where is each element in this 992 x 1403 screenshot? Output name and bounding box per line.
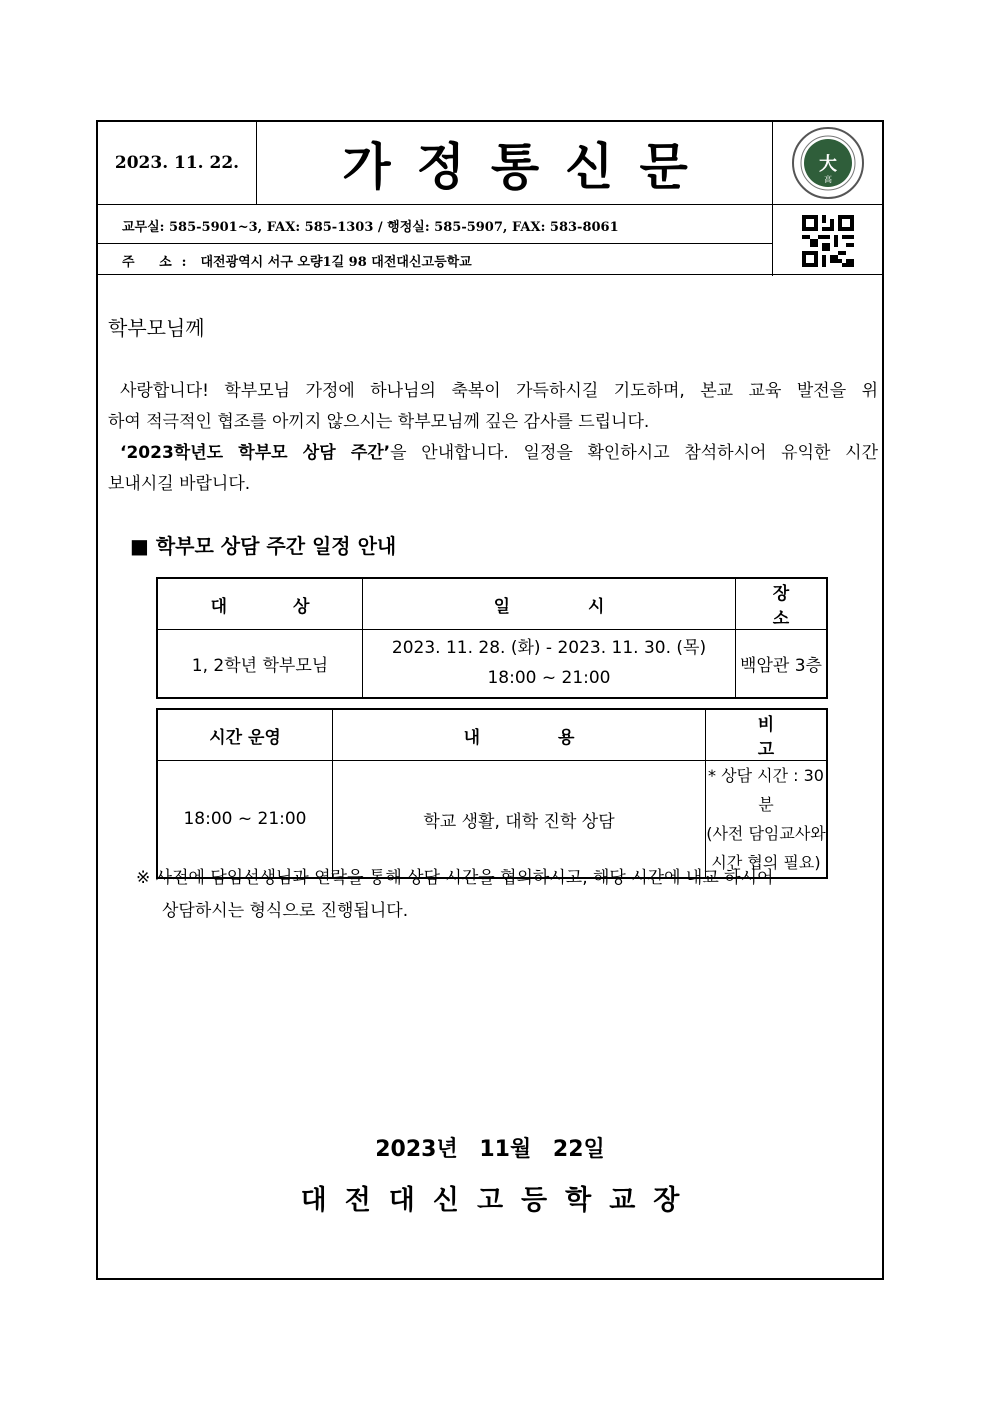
reference-note: [136, 862, 856, 928]
header-place: 장 소: [736, 578, 828, 630]
header-remark: 비 고: [706, 709, 828, 761]
school-logo: [774, 122, 882, 204]
notice-line-2: 보내시길 바랍니다.: [108, 474, 251, 494]
intro-line-1: 사랑합니다! 학부모님 가정에 하나님의 축복이 가득하시길 기도하며, 본교 교육 발전을 위: [120, 381, 878, 401]
page-title: 가정통신문: [342, 138, 714, 196]
target-cell: 1, 2학년 학부모님: [157, 630, 363, 698]
content-cell: 학교 생활, 대학 진학 상담: [333, 761, 706, 879]
header-datetime: 일 시: [363, 578, 736, 630]
school-emblem-icon: [791, 126, 865, 200]
address-label: 주 소:: [122, 254, 197, 270]
intro-line-2: 하여 적극적인 협조를 아끼지 않으시는 학부모님께 깊은 감사를 드립니다.: [108, 412, 650, 432]
event-name: ‘2023학년도 학부모 상담 주간’: [120, 443, 391, 463]
contact-info: 교무실: 585-5901~3, FAX: 585-1303 / 행정실: 585-5907, FAX: 583-8061: [122, 219, 619, 235]
logo-lettering: 大: [819, 154, 837, 175]
issue-date: 2023. 11. 22.: [114, 153, 240, 173]
section-title: ■ 학부모 상담 주간 일정 안내: [130, 534, 397, 558]
operation-table: [156, 708, 828, 879]
remark-cell: * 상담 시간 : 30분 (사전 담임교사와 시간 협의 필요): [706, 761, 828, 879]
svg-text:高: 高: [824, 175, 832, 184]
header-target: 대 상: [157, 578, 363, 630]
header-content: 내 용: [333, 709, 706, 761]
address-info: [122, 245, 772, 275]
address-text: 대전광역시 서구 오량1길 98 대전대신고등학교: [200, 254, 472, 270]
schedule-table: [156, 577, 828, 699]
qr-code[interactable]: [774, 206, 882, 276]
table-row: [157, 761, 827, 879]
table-header-row: [157, 578, 827, 630]
footer-date: 2023년 11월 22일: [375, 1137, 605, 1162]
table-header-row: [157, 709, 827, 761]
note-line-2: 상담하시는 형식으로 진행됩니다.: [162, 901, 409, 921]
header-block: [98, 122, 882, 276]
notice-paragraph: [108, 438, 878, 500]
note-line-1: ※ 사전에 담임선생님과 연락을 통해 상담 시간을 협의하시고, 해당 시간에 내교 하시어: [136, 868, 774, 888]
notice-frame: [96, 120, 884, 1280]
datetime-cell: 2023. 11. 28. (화) - 2023. 11. 30. (목) 18:00 ~ 21:00: [363, 630, 736, 698]
place-cell: 백암관 3층: [736, 630, 828, 698]
intro-paragraph: [108, 376, 878, 438]
time-cell: 18:00 ~ 21:00: [157, 761, 333, 879]
principal-signature: 대전대신고등학교장: [300, 1185, 698, 1216]
greeting: 학부모님께: [108, 316, 205, 340]
qr-code-icon: [802, 215, 854, 267]
table-row: [157, 630, 827, 698]
notice-line-1: ‘2023학년도 학부모 상담 주간’을 안내합니다. 일정을 확인하시고 참석하시어 유익한 시간: [120, 443, 878, 463]
header-time: 시간 운영: [157, 709, 333, 761]
